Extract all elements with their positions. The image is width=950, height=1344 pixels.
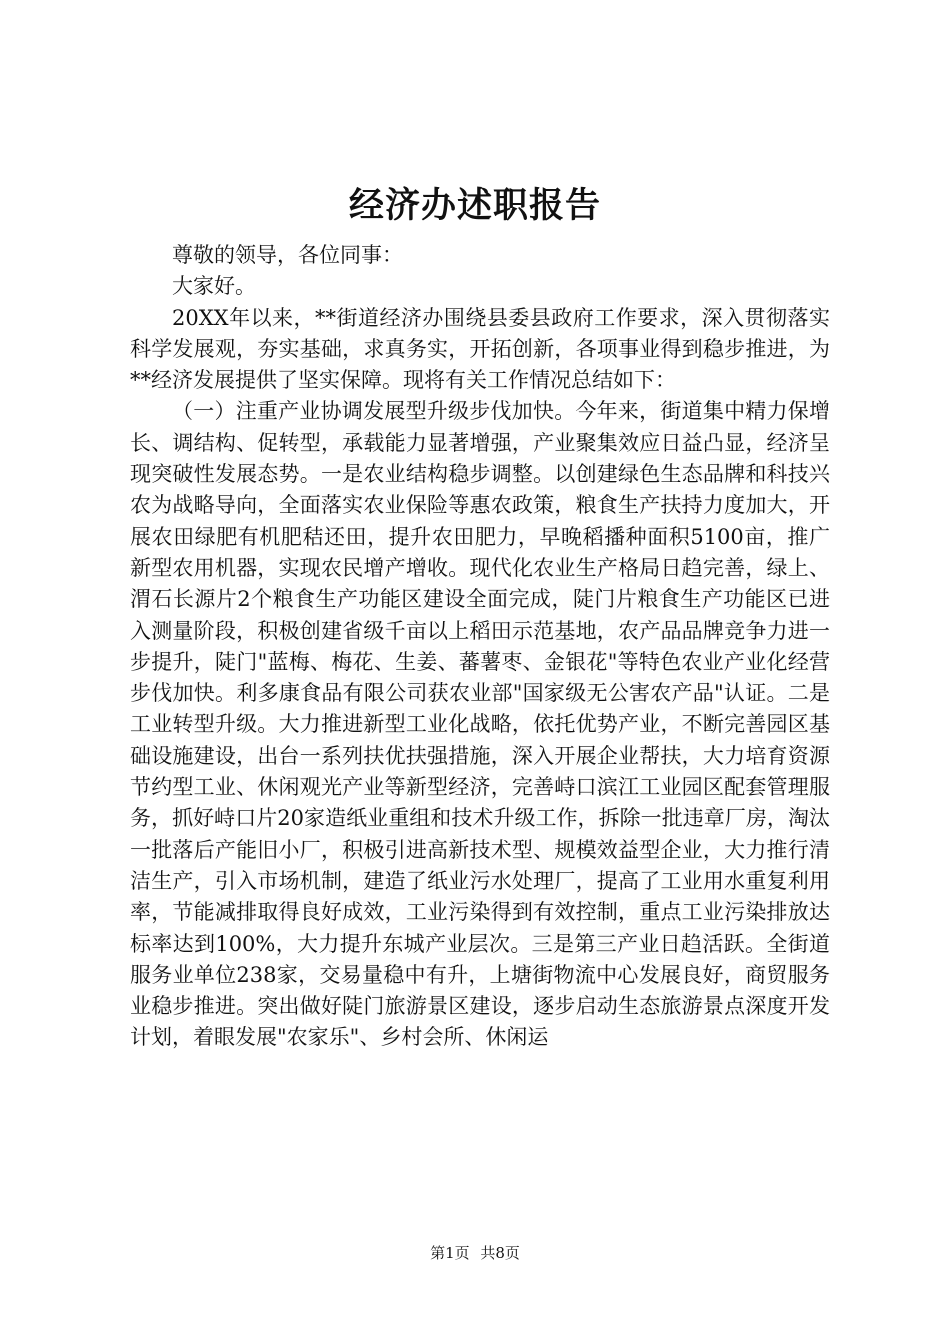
document-body <box>130 240 830 1054</box>
page-footer <box>0 1242 950 1264</box>
greeting: 大家好。 <box>172 274 256 299</box>
page-number: 第1页 <box>430 1244 470 1262</box>
paragraph-section-1: （一）注重产业协调发展型升级步伐加快。今年来，街道集中精力保增长、调结构、促转型，承载能力显著增强，产业聚集效应日益凸显，经济呈现突破性发展态势。一是农业结构稳步调整。以创建绿色生态品牌和科技兴农为战略导向，全面落实农业保险等惠农政策，粮食生产扶持力度加大，开展农田绿肥有机肥秸还田，提升农田肥力，早晚稻播种面积5100亩，推广新型农用机器，实现农民增产增收。现代化农业生产格局日趋完善，绿上、渭石长源片2个粮食生产功能区建设全面完成，陡门片粮食生产功能区已进入测量阶段，积极创建省级千亩以上稻田示范基地，农产品品牌竞争力进一步提升，陡门"蓝梅、梅花、生姜、蕃薯枣、金银花"等特色农业产业化经营步伐加快。利多康食品有限公司获农业部"国家级无公害农产品"认证。二是工业转型升级。大力推进新型工业化战略，依托优势产业，不断完善园区基础设施建设，出台一系列扶优扶强措施，深入开展企业帮扶，大力培育资源节约型工业、休闲观光产业等新型经济，完善峙口滨江工业园区配套管理服务，抓好峙口片20家造纸业重组和技术升级工作，拆除一批违章厂房，淘汰一批落后产能旧小厂，积极引进高新技术型、规模效益型企业，大力推行清洁生产，引入市场机制，建造了纸业污水处理厂，提高了工业用水重复利用率，节能减排取得良好成效，工业污染得到有效控制，重点工业污染排放达标率达到100%，大力提升东城产业层次。三是第三产业日趋活跃。全街道服务业单位238家，交易量稳中有升，上塘街物流中心发展良好，商贸服务业稳步推进。突出做好陡门旅游景区建设，逐步启动生态旅游景点深度开发计划，着眼发展"农家乐"、乡村会所、休闲运 <box>130 399 830 1050</box>
paragraph-intro: 20XX年以来，**街道经济办围绕县委县政府工作要求，深入贯彻落实科学发展观，夯实基础，求真务实，开拓创新，各项事业得到稳步推进，为**经济发展提供了坚实保障。现将有关工作情况总结如下： <box>130 305 830 393</box>
document-title: 经济办述职报告 <box>348 185 601 226</box>
salutation: 尊敬的领导，各位同事： <box>172 243 403 267</box>
page-total: 共8页 <box>480 1244 520 1262</box>
